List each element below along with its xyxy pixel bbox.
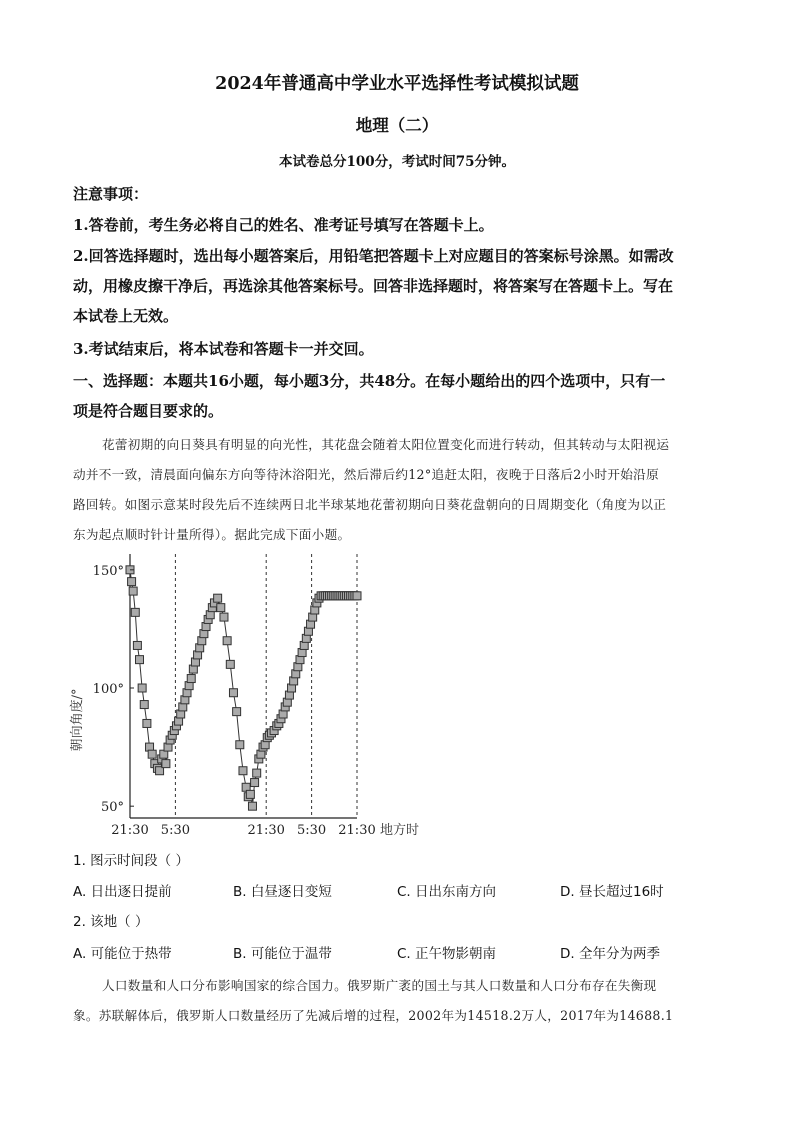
data-point bbox=[143, 719, 151, 727]
passage-line: 路回转。如图示意某时段先后不连续两日北半球某地花蕾初期向日葵花盘朝向的日周期变化（角度为以正 bbox=[73, 497, 667, 512]
data-point bbox=[246, 790, 254, 798]
data-point bbox=[251, 779, 259, 787]
option-c[interactable]: C. 日出东南方向 bbox=[397, 884, 497, 900]
option-d[interactable]: D. 昼长超过16时 bbox=[560, 884, 664, 900]
option-a[interactable]: A. 日出逐日提前 bbox=[73, 884, 172, 900]
exam-title: 2024年普通高中学业水平选择性考试模拟试题 bbox=[215, 74, 579, 94]
section-heading: 一、选择题：本题共16小题，每小题3分，共48分。在每小题给出的四个选项中，只有一 bbox=[73, 372, 666, 390]
data-point bbox=[353, 592, 361, 600]
option-c[interactable]: C. 正午物影朝南 bbox=[397, 946, 497, 962]
data-point bbox=[140, 701, 148, 709]
data-point bbox=[214, 594, 222, 602]
data-point bbox=[239, 767, 247, 775]
data-point bbox=[187, 675, 195, 683]
data-point bbox=[162, 760, 170, 768]
x-tick-label: 5:30 bbox=[160, 823, 191, 838]
data-point bbox=[129, 587, 137, 595]
notice-item: 本试卷上无效。 bbox=[73, 307, 179, 325]
section-heading-cont: 项是符合题目要求的。 bbox=[73, 402, 224, 420]
data-point bbox=[229, 689, 237, 697]
subject-title: 地理（二） bbox=[355, 116, 439, 135]
option-a[interactable]: A. 可能位于热带 bbox=[73, 946, 172, 962]
y-tick-label: 50° bbox=[100, 800, 124, 816]
y-axis-label: 朝向角度/° bbox=[70, 688, 85, 752]
data-point bbox=[220, 613, 228, 621]
data-point bbox=[131, 608, 139, 616]
data-point bbox=[248, 802, 256, 810]
data-point bbox=[136, 656, 144, 664]
passage-line: 东为起点顺时针计量所得）。据此完成下面小题。 bbox=[73, 527, 351, 542]
notice-item: 3.考试结束后，将本试卷和答题卡一并交回。 bbox=[73, 340, 374, 358]
question-stem: 2. 该地（ ） bbox=[73, 914, 149, 930]
notice-item: 1.答卷前，考生务必将自己的姓名、准考证号填写在答题卡上。 bbox=[73, 216, 494, 234]
question-stem: 1. 图示时间段（ ） bbox=[73, 853, 189, 869]
option-b[interactable]: B. 可能位于温带 bbox=[233, 946, 332, 962]
x-tick-label: 21:30 bbox=[247, 823, 285, 838]
x-tick-label: 21:30 bbox=[338, 823, 376, 838]
y-tick-label: 100° bbox=[92, 682, 124, 697]
notice-item: 动，用橡皮擦干净后，再选涂其他答案标号。回答非选择题时，将答案写在答题卡上。写在 bbox=[73, 277, 674, 295]
y-tick-label: 150° bbox=[92, 563, 124, 579]
data-point bbox=[253, 769, 261, 777]
data-point bbox=[133, 641, 141, 649]
passage-line: 动并不一致，清晨面向偏东方向等待沐浴阳光，然后滞后约12°追赶太阳，夜晚于日落后2小时开始沿原 bbox=[73, 467, 659, 482]
data-point bbox=[236, 741, 244, 749]
data-point bbox=[148, 750, 156, 758]
x-tick-label: 5:30 bbox=[296, 823, 327, 838]
x-axis-label: 地方时 bbox=[380, 823, 420, 838]
data-point bbox=[128, 578, 136, 586]
data-point bbox=[138, 684, 146, 692]
option-b[interactable]: B. 白昼逐日变短 bbox=[233, 884, 332, 900]
data-point bbox=[217, 604, 225, 612]
orientation-chart bbox=[60, 552, 440, 842]
data-point bbox=[233, 708, 241, 716]
passage-line: 花蕾初期的向日葵具有明显的向光性，其花盘会随着太阳位置变化而进行转动，但其转动与太阳视运 bbox=[102, 437, 670, 452]
exam-info: 本试卷总分100分，考试时间75分钟。 bbox=[279, 154, 515, 170]
notice-heading: 注意事项： bbox=[73, 185, 149, 203]
x-tick-label: 21:30 bbox=[111, 823, 149, 838]
passage-line: 人口数量和人口分布影响国家的综合国力。俄罗斯广袤的国土与其人口数量和人口分布存在失衡现 bbox=[102, 978, 657, 993]
notice-item: 2.回答选择题时，选出每小题答案后，用铅笔把答题卡上对应题目的答案标号涂黑。如需改 bbox=[73, 247, 674, 265]
series-points bbox=[126, 566, 361, 810]
passage-line: 象。苏联解体后，俄罗斯人口数量经历了先减后增的过程，2002年为14518.2万人，2017年为14688.1 bbox=[73, 1008, 674, 1023]
option-d[interactable]: D. 全年分为两季 bbox=[560, 946, 660, 962]
data-point bbox=[226, 660, 234, 668]
chart-tick-labels bbox=[93, 564, 376, 838]
data-point bbox=[223, 637, 231, 645]
